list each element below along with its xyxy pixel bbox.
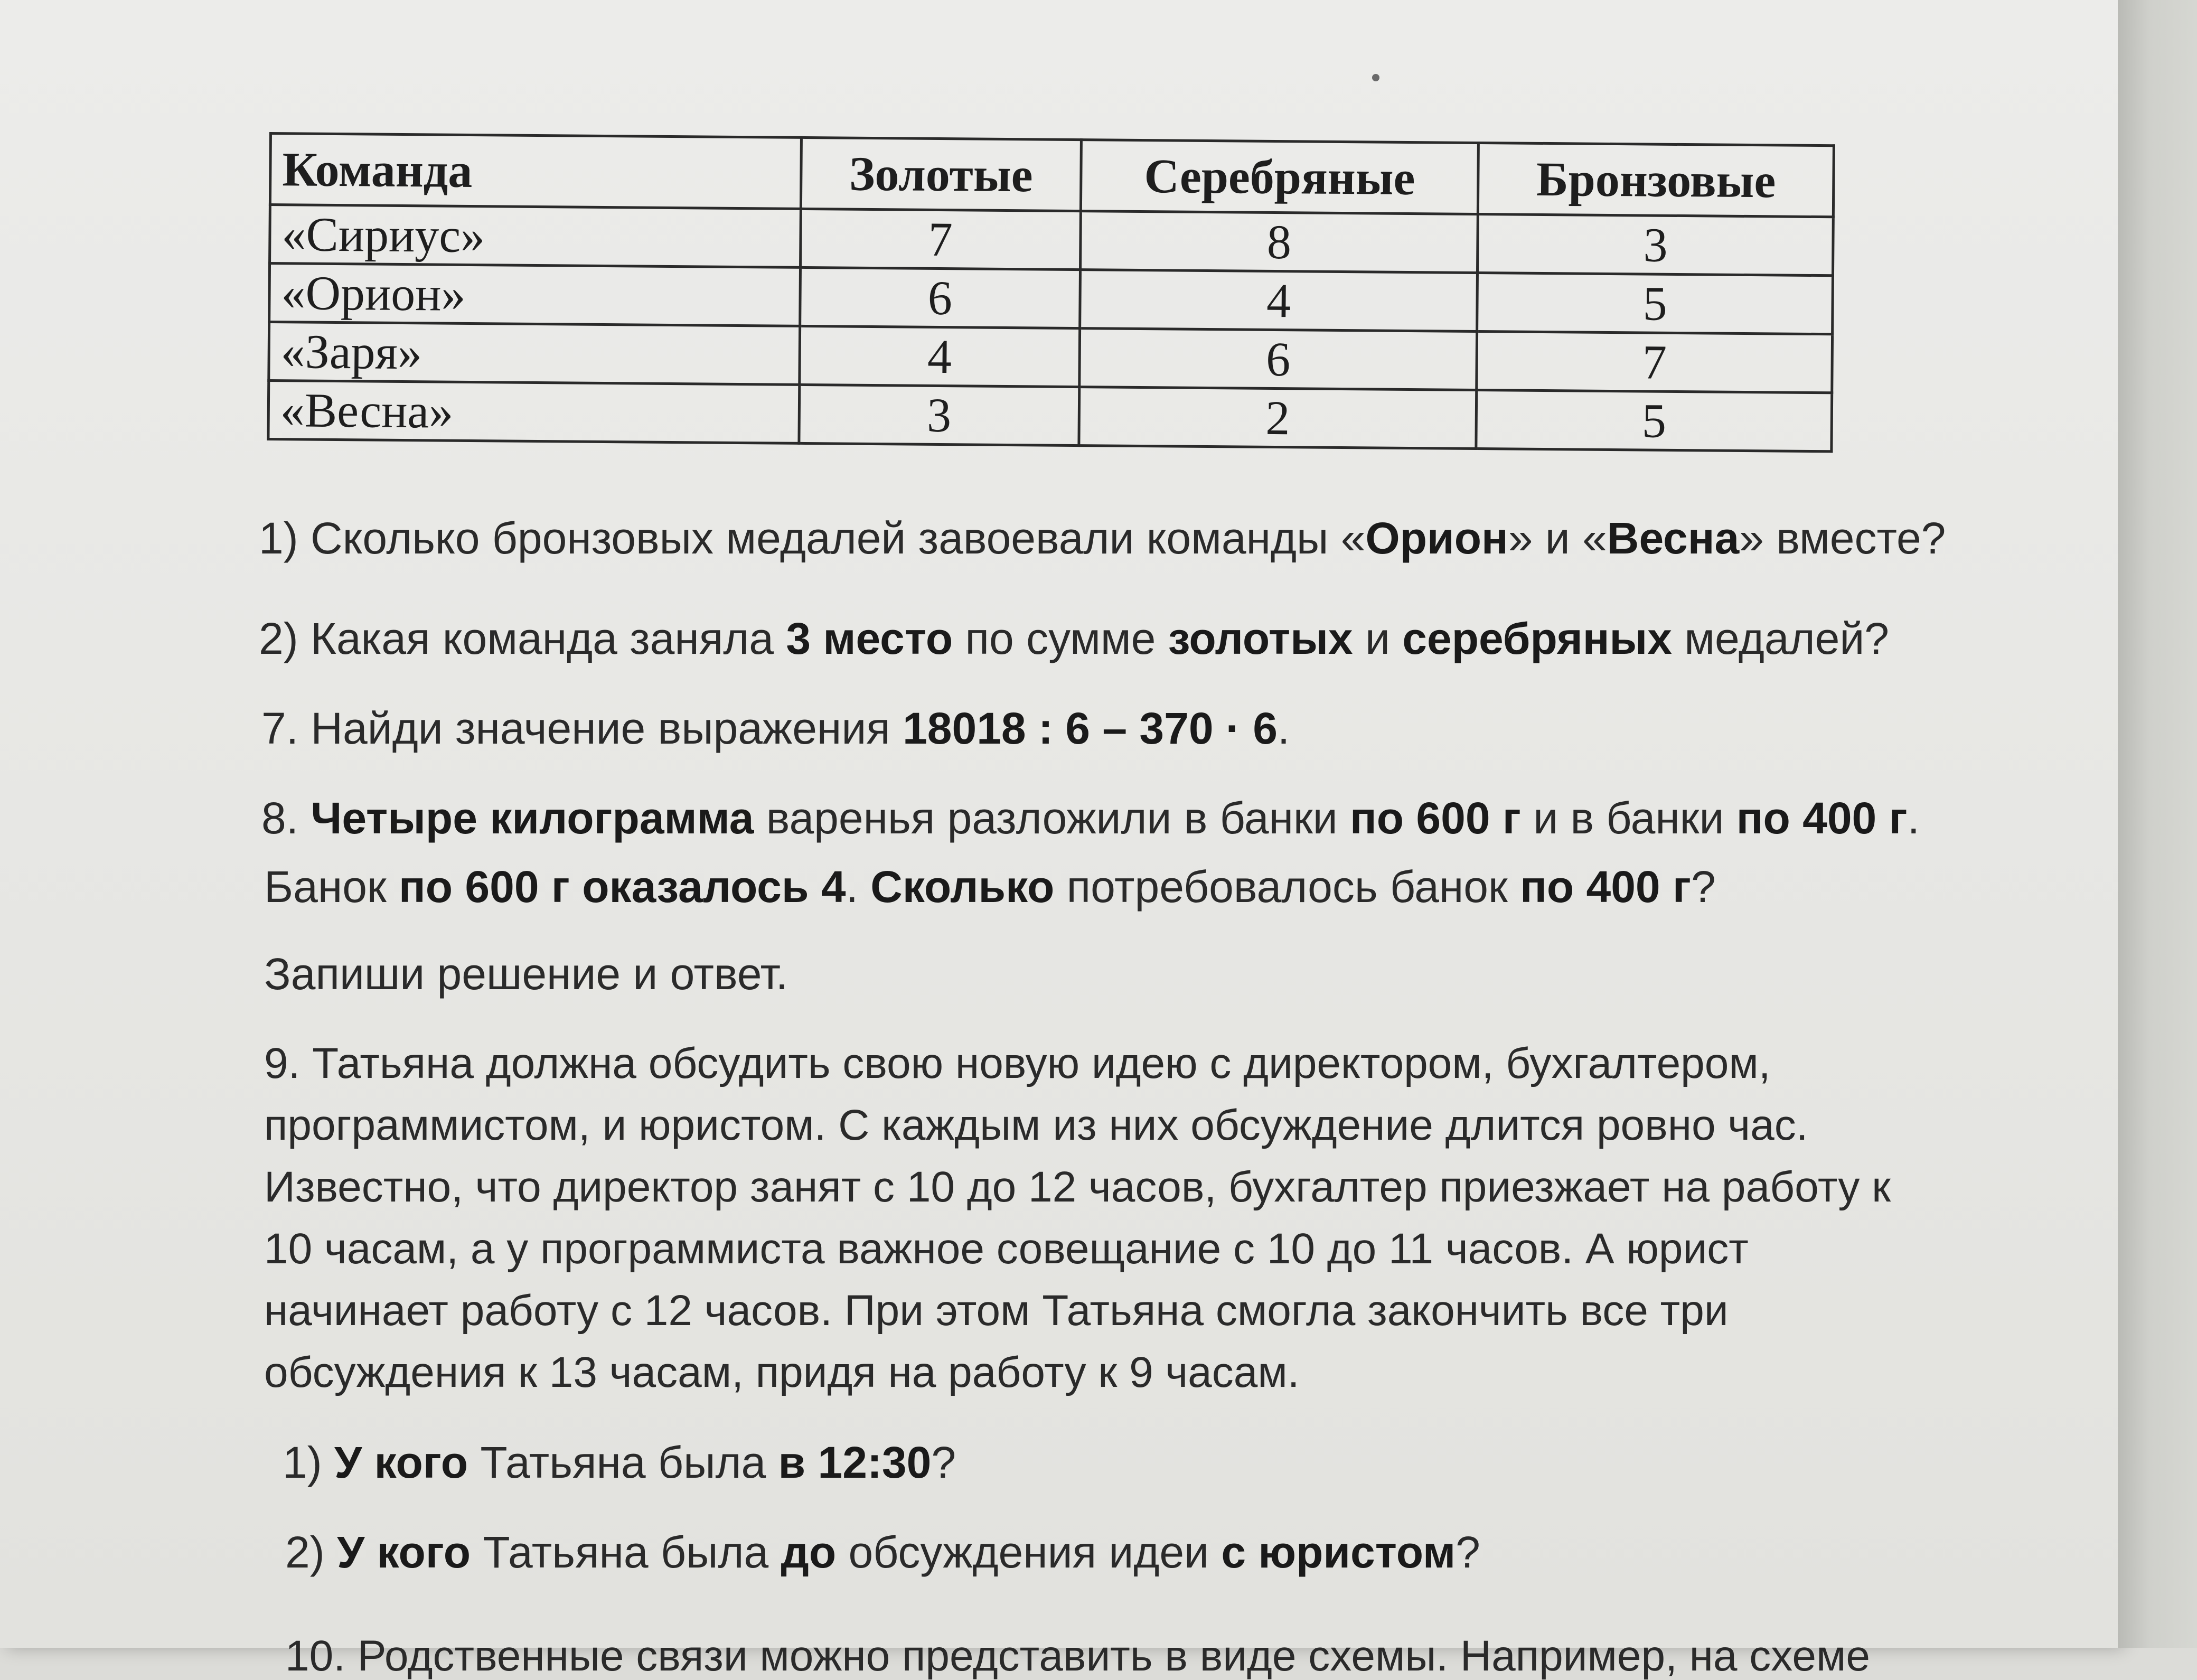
q2-silver: серебряных [1402, 614, 1672, 663]
q9-sub2-text: обсуждения идеи [836, 1527, 1222, 1577]
team-name: «Заря» [269, 322, 800, 385]
q7-text: . [1277, 703, 1290, 753]
q9-sub1-text: 1) [283, 1438, 335, 1487]
header-silver: Серебряные [1081, 140, 1479, 214]
q9-line: программистом, и юристом. С каждым из них обсуждение длится ровно час. [264, 1101, 1808, 1149]
question-8-line-1 [261, 787, 1920, 849]
q8-bold: Четыре килограмма [311, 793, 754, 843]
question-9-sub-1 [283, 1431, 956, 1494]
question-9 [264, 1033, 1891, 1403]
table-header-row [270, 134, 1834, 217]
q9-line: 9. Татьяна должна обсудить свою новую идею с директором, бухгалтером, [264, 1039, 1771, 1087]
q8-text: ? [1691, 862, 1716, 912]
q7-text: 7. Найди значение выражения [261, 703, 903, 753]
q8-bold: Сколько [870, 862, 1055, 912]
question-8-instruction: Запиши решение и ответ. [264, 949, 788, 999]
q9-sub2-text: ? [1456, 1527, 1480, 1577]
q2-place: 3 место [786, 614, 953, 663]
q9-line: начинает работу с 12 часов. При этом Татьяна смогла закончить все три [264, 1287, 1729, 1335]
silver-count: 8 [1080, 211, 1478, 273]
bronze-count: 7 [1477, 331, 1832, 392]
q8-text: варенья разложили в банки [754, 793, 1350, 843]
question-8-line-2 [264, 856, 1716, 918]
medals-table [267, 132, 1835, 453]
q7-expression: 18018 : 6 – 370 · 6 [903, 703, 1278, 753]
team-name: «Орион» [269, 264, 801, 326]
q9-sub1-time: в 12:30 [778, 1438, 932, 1487]
q9-sub1-text: ? [931, 1438, 956, 1487]
q1-text: » вместе? [1739, 513, 1946, 563]
q2-text: медалей? [1672, 614, 1889, 663]
q1-team-vesna: Весна [1607, 513, 1740, 563]
q2-text: 2) Какая команда заняла [259, 614, 786, 663]
q9-sub1-bold: У кого [334, 1438, 468, 1487]
q9-line: 10 часам, а у программиста важное совещание с 10 до 11 часов. А юрист [264, 1225, 1749, 1273]
q9-line: Известно, что директор занят с 10 до 12 часов, бухгалтер приезжает на работу к [264, 1163, 1891, 1211]
page-edge [2118, 0, 2197, 1648]
question-1 [259, 507, 1946, 569]
q8-bold: по 400 г [1520, 862, 1691, 912]
header-gold: Золотые [801, 137, 1081, 211]
q8-bold: по 400 г [1736, 793, 1908, 843]
header-bronze: Бронзовые [1478, 143, 1834, 217]
q8-bold: по 600 г [1350, 793, 1521, 843]
q10-text: 10. Родственные связи можно представить в виде схемы. Например, на схеме [285, 1632, 1870, 1680]
gold-count: 6 [800, 267, 1081, 328]
header-team: Команда [270, 134, 801, 209]
team-name: «Сириус» [270, 205, 801, 268]
question-10-partial [285, 1613, 1870, 1680]
q9-sub2-bold: У кого [337, 1527, 471, 1577]
silver-count: 4 [1079, 270, 1478, 332]
q8-text: . [1907, 793, 1920, 843]
q2-gold: золотых [1168, 614, 1353, 663]
bronze-count: 3 [1478, 214, 1833, 275]
q2-text: и [1353, 614, 1403, 663]
q1-team-orion: Орион [1365, 513, 1508, 563]
ink-dot [1372, 74, 1379, 81]
q8-text: и в банки [1520, 793, 1736, 843]
q8-text: потребовалось банок [1054, 862, 1520, 912]
q8-text: 8. [261, 793, 311, 843]
table-row [268, 381, 1832, 452]
q2-text: по сумме [953, 614, 1168, 663]
q9-sub1-text: Татьяна была [468, 1438, 778, 1487]
question-7 [261, 697, 1290, 759]
q1-text: 1) Сколько бронзовых медалей завоевали команды « [259, 513, 1366, 563]
gold-count: 3 [799, 384, 1079, 445]
bronze-count: 5 [1477, 273, 1833, 334]
q9-line: обсуждения к 13 часам, придя на работу к 9 часам. [264, 1348, 1300, 1396]
q8-text: . [846, 862, 871, 912]
q1-text: » и « [1508, 513, 1607, 563]
q9-sub2-bold: до [781, 1527, 837, 1577]
q8-text: Банок [264, 862, 399, 912]
gold-count: 7 [801, 209, 1081, 269]
question-2 [259, 607, 1889, 670]
silver-count: 2 [1079, 387, 1477, 449]
q9-sub2-text: Татьяна была [471, 1527, 781, 1577]
silver-count: 6 [1079, 329, 1477, 390]
question-9-sub-2 [285, 1521, 1480, 1583]
gold-count: 4 [800, 326, 1080, 387]
q9-sub2-text: 2) [285, 1527, 337, 1577]
team-name: «Весна» [268, 381, 800, 444]
bronze-count: 5 [1476, 390, 1832, 451]
q9-sub2-bold: с юристом [1221, 1527, 1456, 1577]
q8-bold: по 600 г оказалось 4 [399, 862, 846, 912]
